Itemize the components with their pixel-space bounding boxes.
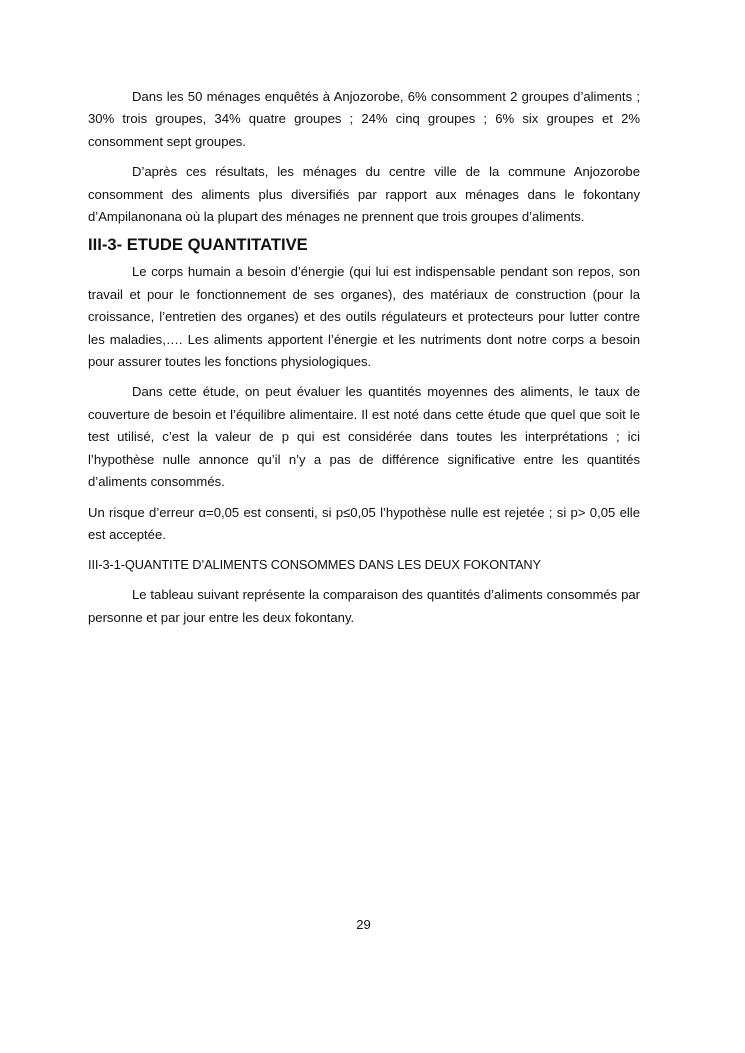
page-body bbox=[88, 86, 640, 629]
paragraph-gap bbox=[88, 373, 640, 381]
paragraph-energy-needs: Le corps humain a besoin d’énergie (qui lui est indispensable pendant son repos, son travail et pour le fonctionnement de ses organes), des matériaux de construction (pour la croissance, l’entretien des organes) et des outils régulateurs et protecteurs pour lutter contre les maladies,…. Les aliments apportent l’énergie et les nutriments dont notre corps a besoin pour assurer toutes les fonctions physiologiques. bbox=[88, 264, 640, 370]
section-heading: III-3- ETUDE QUANTITATIVE bbox=[88, 235, 308, 255]
paragraph-gap bbox=[88, 494, 640, 502]
paragraph-food-groups: Dans les 50 ménages enquêtés à Anjozorobe, 6% consomment 2 groupes d’aliments ; 30% trois groupes, 34% quatre groupes ; 24% cinq groupes ; 6% six groupes et 2% consomment sept groupes. bbox=[88, 89, 640, 149]
paragraph-table-intro: Le tableau suivant représente la comparaison des quantités d’aliments consommés par personne et par jour entre les deux fokontany. bbox=[88, 587, 640, 625]
paragraph-results: D’après ces résultats, les ménages du centre ville de la commune Anjozorobe consomment des aliments plus diversifiés par rapport aux ménages dans le fokontany d’Ampilanonana où la plupart des ménages ne prennent que trois groupes d’aliments. bbox=[88, 164, 640, 225]
page-number: 29 bbox=[356, 917, 371, 932]
subsection-heading: III-3-1-QUANTITE D’ALIMENTS CONSOMMES DANS LES DEUX FOKONTANY bbox=[88, 557, 541, 573]
paragraph-gap bbox=[88, 546, 640, 554]
paragraph-alpha-risk: Un risque d’erreur α=0,05 est consenti, si p≤0,05 l’hypothèse nulle est rejetée ; si p> 0,05 elle est acceptée. bbox=[88, 504, 640, 542]
paragraph-gap bbox=[88, 153, 640, 161]
paragraph-gap bbox=[88, 576, 640, 584]
paragraph-study-method: Dans cette étude, on peut évaluer les quantités moyennes des aliments, le taux de couverture de besoin et l’équilibre alimentaire. Il est noté dans cette étude que quel que soit le test utilisé, c’est la valeur de p qui est considérée dans toutes les interprétations ; ici l’hypothèse nulle annonce qu’il n’y a pas de différence significative entre les quantités d’aliments consommés. bbox=[88, 384, 640, 490]
